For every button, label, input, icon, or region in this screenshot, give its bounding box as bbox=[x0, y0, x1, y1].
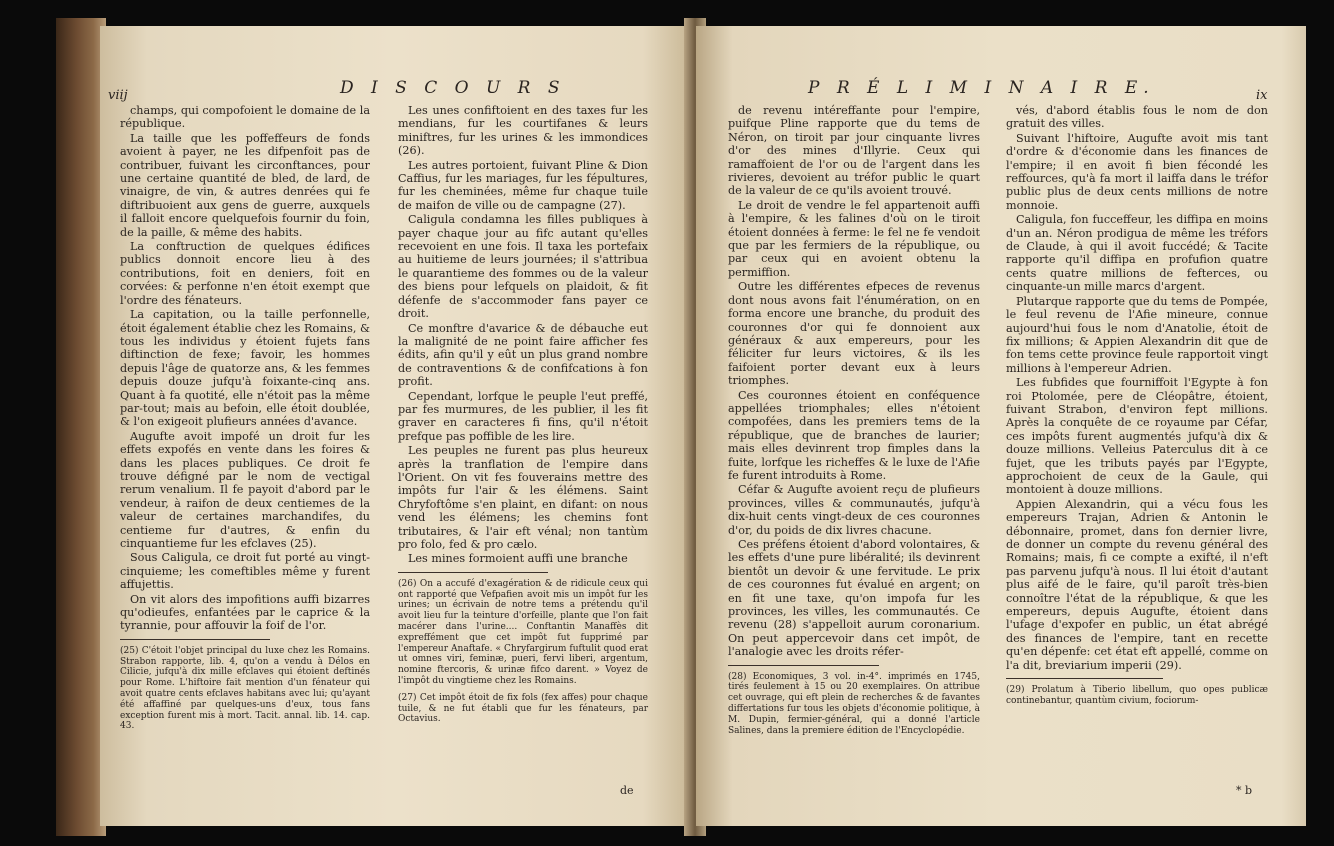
footnote-rule bbox=[398, 572, 548, 573]
paragraph: Caligula, fon fucceffeur, les diffipa en moins d'un an. Néron prodigua de même les tréfors de Claude, à qui il avoit fuccédé; & Tacite rapporte qu'il diffipa en profufion quatre cents quatre millions de fefterces, ou cinquante-un mille marcs d'argent. bbox=[1006, 213, 1268, 294]
footnote: (29) Prolatum à Tiberio libellum, quo opes publicæ continebantur, quantùm civium, fociorum- bbox=[1006, 685, 1268, 706]
paragraph: Le droit de vendre le fel appartenoit auffi à l'empire, & les falines d'où on le tiroit étoient données à ferme: le fel ne fe vendoit que par les fermiers de la république, ou par ceux qui en avoient obtenu la permiffion. bbox=[728, 198, 980, 279]
right-column-1 bbox=[728, 104, 980, 736]
book-cover-edge bbox=[56, 18, 106, 836]
left-folio: viij bbox=[108, 88, 128, 103]
paragraph: Céfar & Augufte avoient reçu de plufieurs provinces, villes & communautés, jufqu'à dix-huit cents vingt-deux de ces couronnes d'or, du poids de dix livres chacune. bbox=[728, 483, 980, 537]
footnote: (27) Cet impôt étoit de fix fols (fex affes) pour chaque tuile, & ne fut établi que fur les fénateurs, par Octavius. bbox=[398, 692, 648, 725]
paragraph: On vit alors des impofitions auffi bizarres qu'odieufes, enfantées par le caprice & la tyrannie, pour affouvir la foif de l'or. bbox=[120, 592, 370, 633]
footnote: (28) Economiques, 3 vol. in-4°. imprimés en 1745, tirés feulement à 15 ou 20 exemplaires. On attribue cet ouvrage, qui eft plein de recherches & de favantes differtations fur tous les objets d'économie politique, à M. Dupin, fermier-général, qui a donné l'article Salines, dans la premiere édition de l'Encyclopédie. bbox=[728, 671, 980, 736]
left-page bbox=[100, 26, 690, 826]
paragraph: Les peuples ne furent pas plus heureux après la tranflation de l'empire dans l'Orient. On vit fes fouverains mettre des impôts fur l'air & les élémens. Saint Chryfoftôme s'en plaint, en difant: on nous vend les élémens; les chemins font tributaires, & l'air eft vénal; non tantùm pro folo, fed & pro cælo. bbox=[398, 444, 648, 551]
footnote-rule bbox=[728, 665, 879, 666]
paragraph: Ce monftre d'avarice & de débauche eut la malignité de ne point faire afficher fes édits, afin qu'il y eût un plus grand nombre de contraventions & de confifcations à fon profit. bbox=[398, 321, 648, 389]
paragraph: La conftruction de quelques édifices publics donnoit encore lieu à des contributions, foit en deniers, foit en corvées: & perfonne n'en étoit exempt que l'ordre des fénateurs. bbox=[120, 240, 370, 307]
left-column-1 bbox=[120, 104, 370, 732]
paragraph: Ces préfens étoient d'abord volontaires, & les effets d'une pure libéralité; ils devinrent bientôt un devoir & une fervitude. Le prix de ces couronnes fut évalué en argent; on en fit une taxe, qu'on impofa fur les provinces, les villes, les communautés. Ce revenu (28) s'appelloit aurum coronarium. On peut appercevoir dans cet impôt, de l'analogie avec les droits réfer- bbox=[728, 538, 980, 659]
footnote: (26) On a accufé d'exagération & de ridicule ceux qui ont rapporté que Vefpafien avoit mis un impôt fur les urines; un écrivain de notre tems a prétendu qu'il avoit lieu fur la teinture d'orfeille, plante que l'on fait macérer dans l'urine.... Conftantin Manaffès dit expreffément que cet impôt fut fupprimé par l'empereur Anaftafe. « Chryfargirum fuftulit quod erat ut omnes viri, feminæ, pueri, fervi liberi, argentum, nomine ftercoris, & urinæ fifco darent. » Voyez de l'impôt du vingtieme chez les Romains. bbox=[398, 578, 648, 686]
paragraph: champs, qui compofoient le domaine de la république. bbox=[120, 104, 370, 131]
footnote-rule bbox=[1006, 678, 1163, 679]
catchword: de bbox=[620, 784, 634, 797]
paragraph: Plutarque rapporte que du tems de Pompée, le feul revenu de l'Afie mineure, connue aujourd'hui fous le nom d'Anatolie, étoit de fix millions; & Appien Alexandrin dit que de fon tems cette province feule rapportoit vingt millions à l'empereur Adrien. bbox=[1006, 294, 1268, 375]
paragraph: Sous Caligula, ce droit fut porté au vingt-cinquieme; les comeftibles même y furent affujettis. bbox=[120, 551, 370, 592]
paragraph: vés, d'abord établis fous le nom de don gratuit des villes. bbox=[1006, 104, 1268, 131]
left-running-head: D I S C O U R S bbox=[340, 78, 566, 98]
paragraph: La capitation, ou la taille perfonnelle, étoit également établie chez les Romains, & tous les individus y étoient fujets fans diftinction de fexe; favoir, les hommes depuis l'âge de quatorze ans, & les femmes depuis douze jufqu'à foixante-cinq ans. Quant à fa quotité, elle n'étoit pas la même par-tout; mais au befoin, elle étoit doublée, & l'on exigeoit plufieurs années d'avance. bbox=[120, 308, 370, 429]
paragraph: La taille que les poffeffeurs de fonds avoient à payer, ne les difpenfoit pas de contribuer, fuivant les circonftances, pour une certaine quantité de bled, de lard, de vinaigre, de vin, & autres denrées qui fe diftribuoient aux gens de guerre, auxquels il falloit encore quelquefois fournir du foin, de la paille, & même des habits. bbox=[120, 131, 370, 239]
paragraph: Appien Alexandrin, qui a vécu fous les empereurs Trajan, Adrien & Antonin le débonnaire, promet, dans fon dernier livre, de donner un compte du revenu général des Romains; mais, fi ce compte a exifté, il n'eft pas parvenu jufqu'à nous. Il lui étoit d'autant plus aifé de le faire, qu'il paroît très-bien connoître l'état de la république, & que les empereurs, depuis Augufte, étoient dans l'ufage d'expofer en public, un état abrégé des finances de l'empire, tant en recette qu'en dépenfe: cet état eft appellé, comme on l'a dit, breviarium imperii (29). bbox=[1006, 497, 1268, 672]
paragraph: Les autres portoient, fuivant Pline & Dion Caffius, fur les mariages, fur les fépultures, fur les cheminées, même fur chaque tuile de maifon de ville ou de campagne (27). bbox=[398, 158, 648, 212]
left-column-2 bbox=[398, 104, 648, 725]
open-book bbox=[56, 18, 1318, 836]
right-folio: ix bbox=[1256, 88, 1268, 103]
paragraph: Cependant, lorfque le peuple l'eut preffé, par fes murmures, de les publier, il les fit graver en caracteres fi fins, qu'il n'étoit prefque pas poffible de les lire. bbox=[398, 389, 648, 443]
footnote: (25) C'étoit l'objet principal du luxe chez les Romains. Strabon rapporte, lib. 4, qu'on a vendu à Délos en Cilicie, jufqu'à dix mille efclaves qui étoient deftinés pour Rome. L'hiftoire fait mention d'un fénateur qui avoit quatre cents efclaves habitans avec lui; qu'ayant été affaffiné par quelques-uns d'eux, tous fans exception furent mis à mort. Tacit. annal. lib. 14. cap. 43. bbox=[120, 645, 370, 732]
paragraph: Les fubfides que fourniffoit l'Egypte à fon roi Ptolomée, pere de Cléopâtre, étoient, fuivant Strabon, d'environ fept millions. Après la conquête de ce royaume par Céfar, ces impôts furent augmentés jufqu'à dix & douze millions. Velleius Paterculus dit à ce fujet, que les tributs payés par l'Egypte, approchoient de ceux de la Gaule, qui montoient à douze millions. bbox=[1006, 376, 1268, 497]
paragraph: Les mines formoient auffi une branche bbox=[408, 552, 628, 566]
paragraph: de revenu intéreffante pour l'empire, puifque Pline rapporte que du tems de Néron, on tiroit par jour cinquante livres d'or des mines d'Illyrie. Ceux qui ramaffoient de l'or ou de l'argent dans les rivieres, devoient au tréfor public le quart de la valeur de ce qu'ils avoient trouvé. bbox=[728, 104, 980, 198]
paragraph: Ces couronnes étoient en conféquence appellées triomphales; elles n'étoient compofées, dans les premiers tems de la république, que de branches de laurier; mais elles devinrent trop fimples dans la fuite, lorfque les richeffes & le luxe de l'Afie fe furent introduits à Rome. bbox=[728, 388, 980, 482]
paragraph: Outre les différentes efpeces de revenus dont nous avons fait l'énumération, on en forma encore une branche, du produit des couronnes d'or qui fe donnoient aux généraux & aux empereurs, pour les féliciter fur leurs victoires, & ils les faifoient porter devant eux à leurs triomphes. bbox=[728, 280, 980, 388]
paragraph: Augufte avoit impofé un droit fur les effets expofés en vente dans les foires & dans les places publiques. Ce droit fe trouve défigné par le nom de vectigal rerum venalium. Il fe payoit d'abord par le vendeur, à raifon de deux centiemes de la valeur de certaines marchandifes, du centieme fur d'autres, & enfin du cinquantieme fur les efclaves (25). bbox=[120, 429, 370, 550]
right-running-head: P R É L I M I N A I R E. bbox=[808, 78, 1155, 98]
paragraph: Les unes confiftoient en des taxes fur les mendians, fur les courtifanes & leurs miniftres, fur les urines & les immondices (26). bbox=[398, 104, 648, 158]
footnote-rule bbox=[120, 639, 270, 640]
paragraph: Caligula condamna les filles publiques à payer chaque jour au fifc autant qu'elles recevoient en une fois. Il taxa les portefaix au huitieme de leurs journées; il s'attribua le quarantieme des fommes ou de la valeur des biens pour lefquels on plaidoit, & fit défenfe de s'accommoder fans payer ce droit. bbox=[398, 213, 648, 321]
right-column-2 bbox=[1006, 104, 1268, 707]
paragraph: Suivant l'hiftoire, Augufte avoit mis tant d'ordre & d'économie dans les finances de l'empire; il en avoit fi bien fécondé les reffources, qu'à fa mort il laiffa dans le tréfor public plus de deux cents millions de notre monnoie. bbox=[1006, 131, 1268, 212]
right-page bbox=[696, 26, 1306, 826]
signature-mark: * b bbox=[1236, 784, 1253, 797]
